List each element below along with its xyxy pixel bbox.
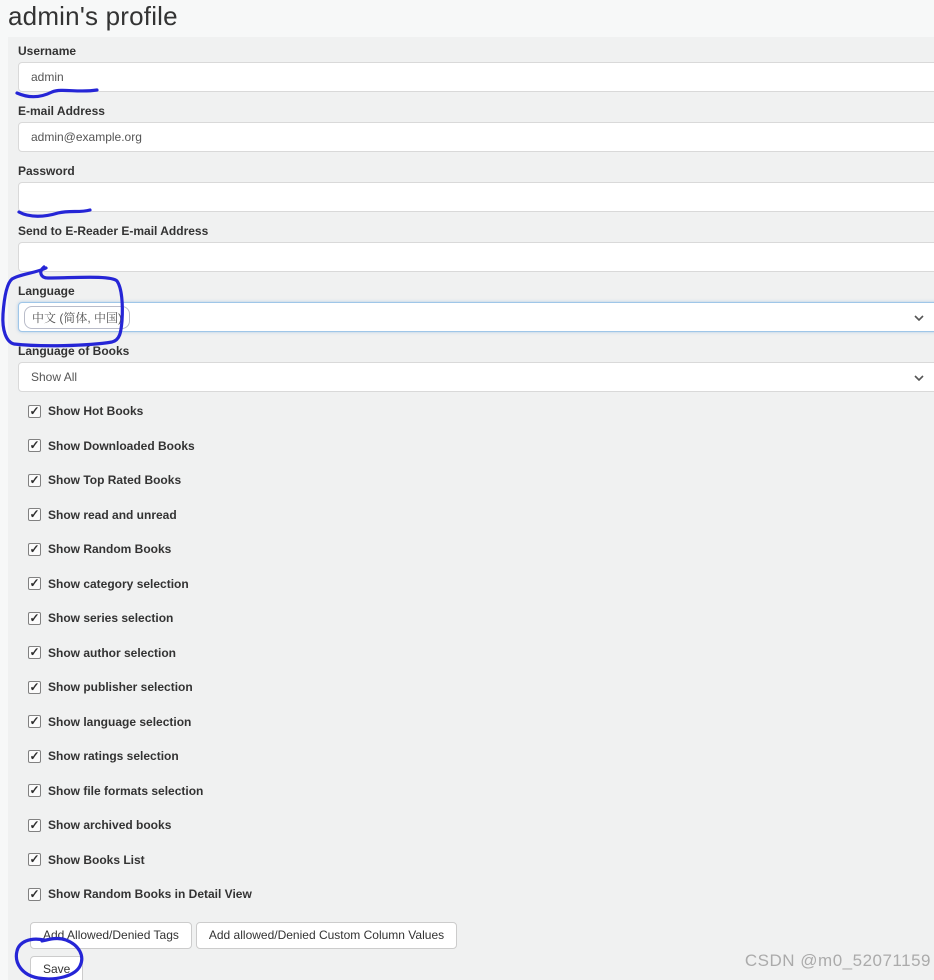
- checkbox-row-show-top-rated-books: [28, 473, 934, 487]
- username-field-group: [18, 44, 934, 92]
- chevron-down-icon: [914, 315, 924, 321]
- book-language-label: Language of Books: [18, 344, 130, 358]
- checkbox-row-show-publisher-selection: [28, 680, 934, 694]
- checkbox-label: Show Downloaded Books: [48, 438, 195, 453]
- book-language-select[interactable]: [18, 362, 934, 392]
- add-allowed-denied-tags-button[interactable]: Add Allowed/Denied Tags: [30, 922, 192, 949]
- checkbox-show-author-selection[interactable]: ✓: [29, 645, 40, 659]
- checkbox-show-random-books-detail-view[interactable]: ✓: [29, 886, 40, 901]
- checkbox-row-show-hot-books: [28, 404, 934, 418]
- checkbox-show-read-unread[interactable]: ✓: [29, 507, 40, 521]
- book-language-select-value: Show All: [31, 370, 78, 384]
- checkbox-row-show-ratings-selection: [28, 749, 934, 763]
- language-select[interactable]: [18, 302, 934, 332]
- checkbox-show-ratings-selection[interactable]: ✓: [29, 748, 40, 763]
- checkbox-show-top-rated-books[interactable]: ✓: [29, 472, 40, 487]
- book-language-field-group: [18, 344, 934, 392]
- profile-form: [8, 37, 934, 980]
- checkbox-row-show-downloaded-books: [28, 439, 934, 453]
- save-button[interactable]: Save: [30, 956, 83, 980]
- chevron-down-icon: [914, 375, 924, 381]
- username-label: Username: [18, 44, 77, 58]
- checkbox-row-show-archived-books: [28, 818, 934, 832]
- checkbox-show-category-selection[interactable]: ✓: [29, 576, 40, 590]
- checkbox-label: Show Random Books: [48, 542, 172, 556]
- checkbox-label: Show Hot Books: [48, 404, 144, 418]
- checkbox-label: Show Top Rated Books: [48, 473, 182, 487]
- checkbox-show-file-formats-selection[interactable]: ✓: [29, 783, 40, 797]
- checkbox-label: Show file formats selection: [48, 783, 204, 798]
- checkbox-label: Show Books List: [48, 852, 145, 867]
- checkbox-label: Show ratings selection: [48, 749, 179, 763]
- checkbox-row-show-random-books: [28, 542, 934, 556]
- checkbox-show-hot-books[interactable]: ✓: [29, 403, 40, 418]
- checkbox-label: Show series selection: [48, 611, 174, 625]
- checkbox-label: Show language selection: [48, 714, 192, 729]
- email-field-group: [18, 104, 934, 152]
- page-title: admin's profile: [8, 1, 178, 31]
- checkbox-label: Show category selection: [48, 576, 189, 591]
- username-input[interactable]: [18, 62, 934, 92]
- language-field-group: [18, 284, 934, 332]
- ereader-email-field-group: [18, 224, 934, 272]
- checkbox-show-series-selection[interactable]: ✓: [29, 610, 40, 625]
- ereader-email-field[interactable]: [18, 242, 934, 272]
- checkbox-label: Show read and unread: [48, 507, 177, 522]
- checkbox-row-show-category-selection: [28, 577, 934, 591]
- checkbox-row-show-read-unread: [28, 508, 934, 522]
- add-allowed-denied-custom-columns-button[interactable]: Add allowed/Denied Custom Column Values: [196, 922, 457, 949]
- email-field[interactable]: [18, 122, 934, 152]
- checkbox-row-show-random-books-detail-view: [28, 887, 934, 901]
- checkbox-row-show-language-selection: [28, 715, 934, 729]
- password-field[interactable]: [18, 182, 934, 212]
- checkbox-show-random-books[interactable]: ✓: [29, 541, 40, 556]
- checkbox-row-show-books-list: [28, 853, 934, 867]
- checkbox-show-language-selection[interactable]: ✓: [29, 714, 40, 728]
- language-label: Language: [18, 284, 75, 298]
- checkbox-show-books-list[interactable]: ✓: [29, 852, 40, 866]
- checkbox-show-downloaded-books[interactable]: ✓: [29, 438, 40, 452]
- checkbox-label: Show author selection: [48, 645, 177, 660]
- allow-deny-button-row: [30, 922, 934, 949]
- checkbox-label: Show archived books: [48, 818, 172, 832]
- checkbox-label: Show publisher selection: [48, 680, 193, 694]
- checkbox-show-archived-books[interactable]: ✓: [29, 817, 40, 832]
- email-label: E-mail Address: [18, 104, 105, 118]
- password-field-group: [18, 164, 934, 212]
- language-select-value: 中文 (简体, 中国): [24, 306, 130, 329]
- csdn-watermark: CSDN @m0_52071159: [744, 951, 931, 970]
- checkbox-row-show-file-formats-selection: [28, 784, 934, 798]
- checkbox-row-show-author-selection: [28, 646, 934, 660]
- ereader-email-label: Send to E-Reader E-mail Address: [18, 224, 209, 238]
- checkbox-label: Show Random Books in Detail View: [48, 887, 252, 901]
- checkbox-row-show-series-selection: [28, 611, 934, 625]
- password-label: Password: [18, 164, 75, 178]
- checkbox-show-publisher-selection[interactable]: ✓: [29, 679, 40, 694]
